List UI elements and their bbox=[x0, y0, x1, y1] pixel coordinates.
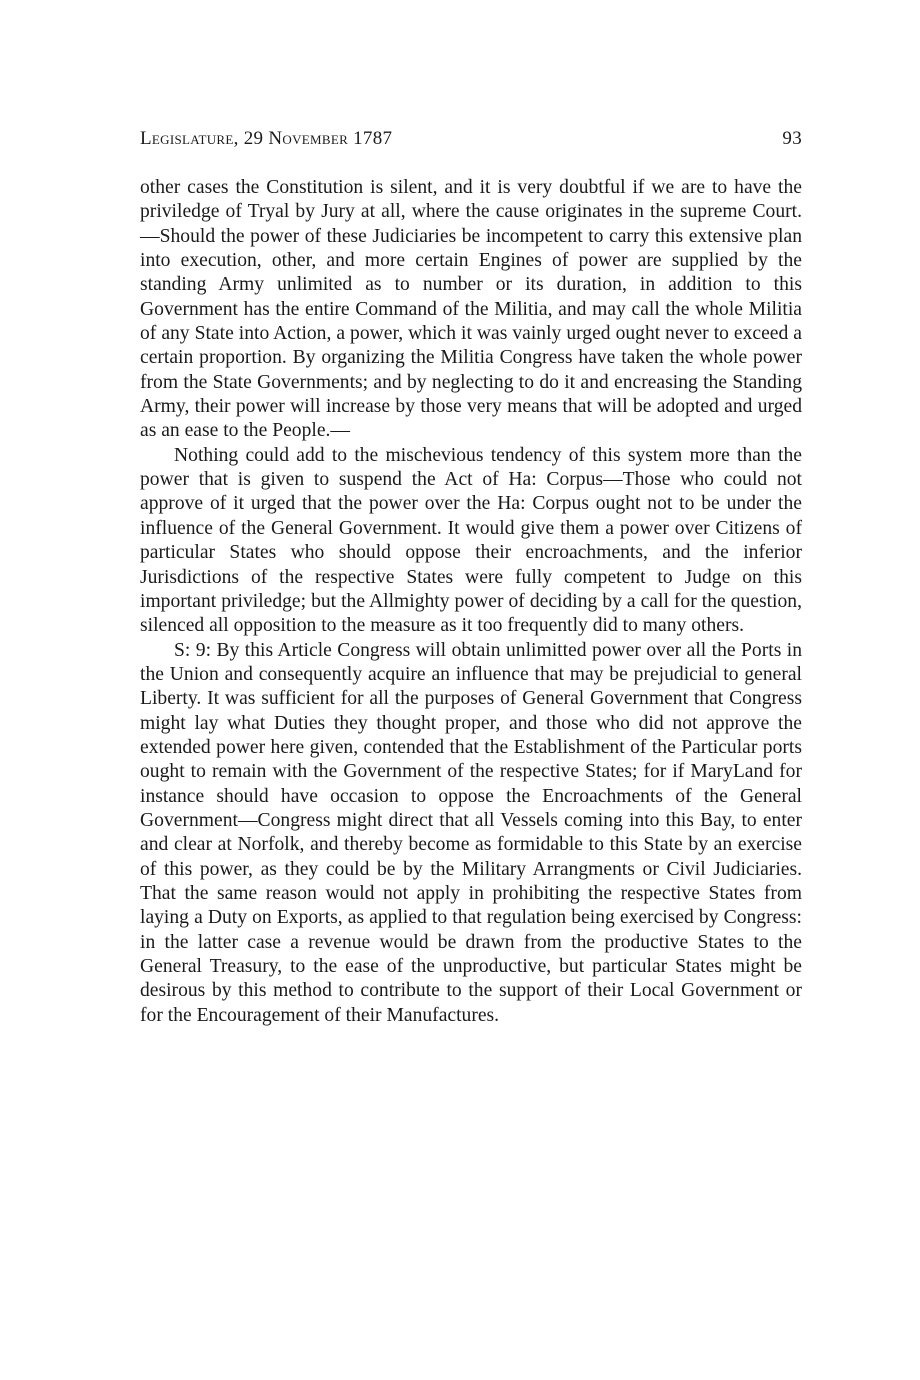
body-text bbox=[140, 176, 802, 1028]
paragraph: other cases the Constitution is silent, and it is very doubtful if we are to have the priviledge of Tryal by Jury at all, where the cause originates in the supreme Court.—Should the power of these Judiciaries be incompetent to carry this extensive plan into execution, other, and more certain Engines of power are supplied by the standing Army unlimited as to number or its duration, in addition to this Government has the entire Command of the Militia, and may call the whole Militia of any State into Action, a power, which it was vainly urged ought never to exceed a certain proportion. By organizing the Militia Congress have taken the whole power from the State Governments; and by neglecting to do it and encreasing the Standing Army, their power will increase by those very means that will be adopted and urged as an ease to the People.— bbox=[140, 177, 802, 442]
page-number: 93 bbox=[782, 128, 802, 149]
running-title: Legislature, 29 November 1787 bbox=[140, 128, 393, 149]
document-page bbox=[140, 128, 802, 1028]
paragraph: S: 9: By this Article Congress will obtain unlimitted power over all the Ports in the Union and consequently acquire an influence that may be prejudicial to general Liberty. It was sufficient for all the purposes of General Government that Congress might lay what Duties they thought proper, and those who did not approve the extended power here given, contended that the Establishment of the Particular ports ought to remain with the Government of the respective States; for if MaryLand for instance should have occasion to oppose the Encroachments of the General Government—Congress might direct that all Vessels coming into this Bay, to enter and clear at Norfolk, and thereby become as formidable to this State by an exercise of this power, as they could be by the Military Arrangments or Civil Judiciaries. That the same reason would not apply in prohibiting the respective States from laying a Duty on Exports, as applied to that regulation being exercised by Congress: in the latter case a revenue would be drawn from the productive States to the General Treasury, to the ease of the unproductive, but particular States might be desirous by this method to contribute to the support of their Local Government or for the Encouragement of their Manufactures. bbox=[140, 639, 802, 1026]
paragraph: Nothing could add to the mischevious tendency of this system more than the power that is given to suspend the Act of Ha: Corpus—Those who could not approve of it urged that the power over the Ha: Corpus ought not to be under the influence of the General Government. It would give them a power over Citizens of particular States who should oppose their encroachments, and the inferior Jurisdictions of the respective States were fully competent to Judge on this important priviledge; but the Allmighty power of deciding by a call for the question, silenced all opposition to the measure as it too frequently did to many others. bbox=[140, 444, 802, 637]
running-head bbox=[140, 128, 802, 158]
